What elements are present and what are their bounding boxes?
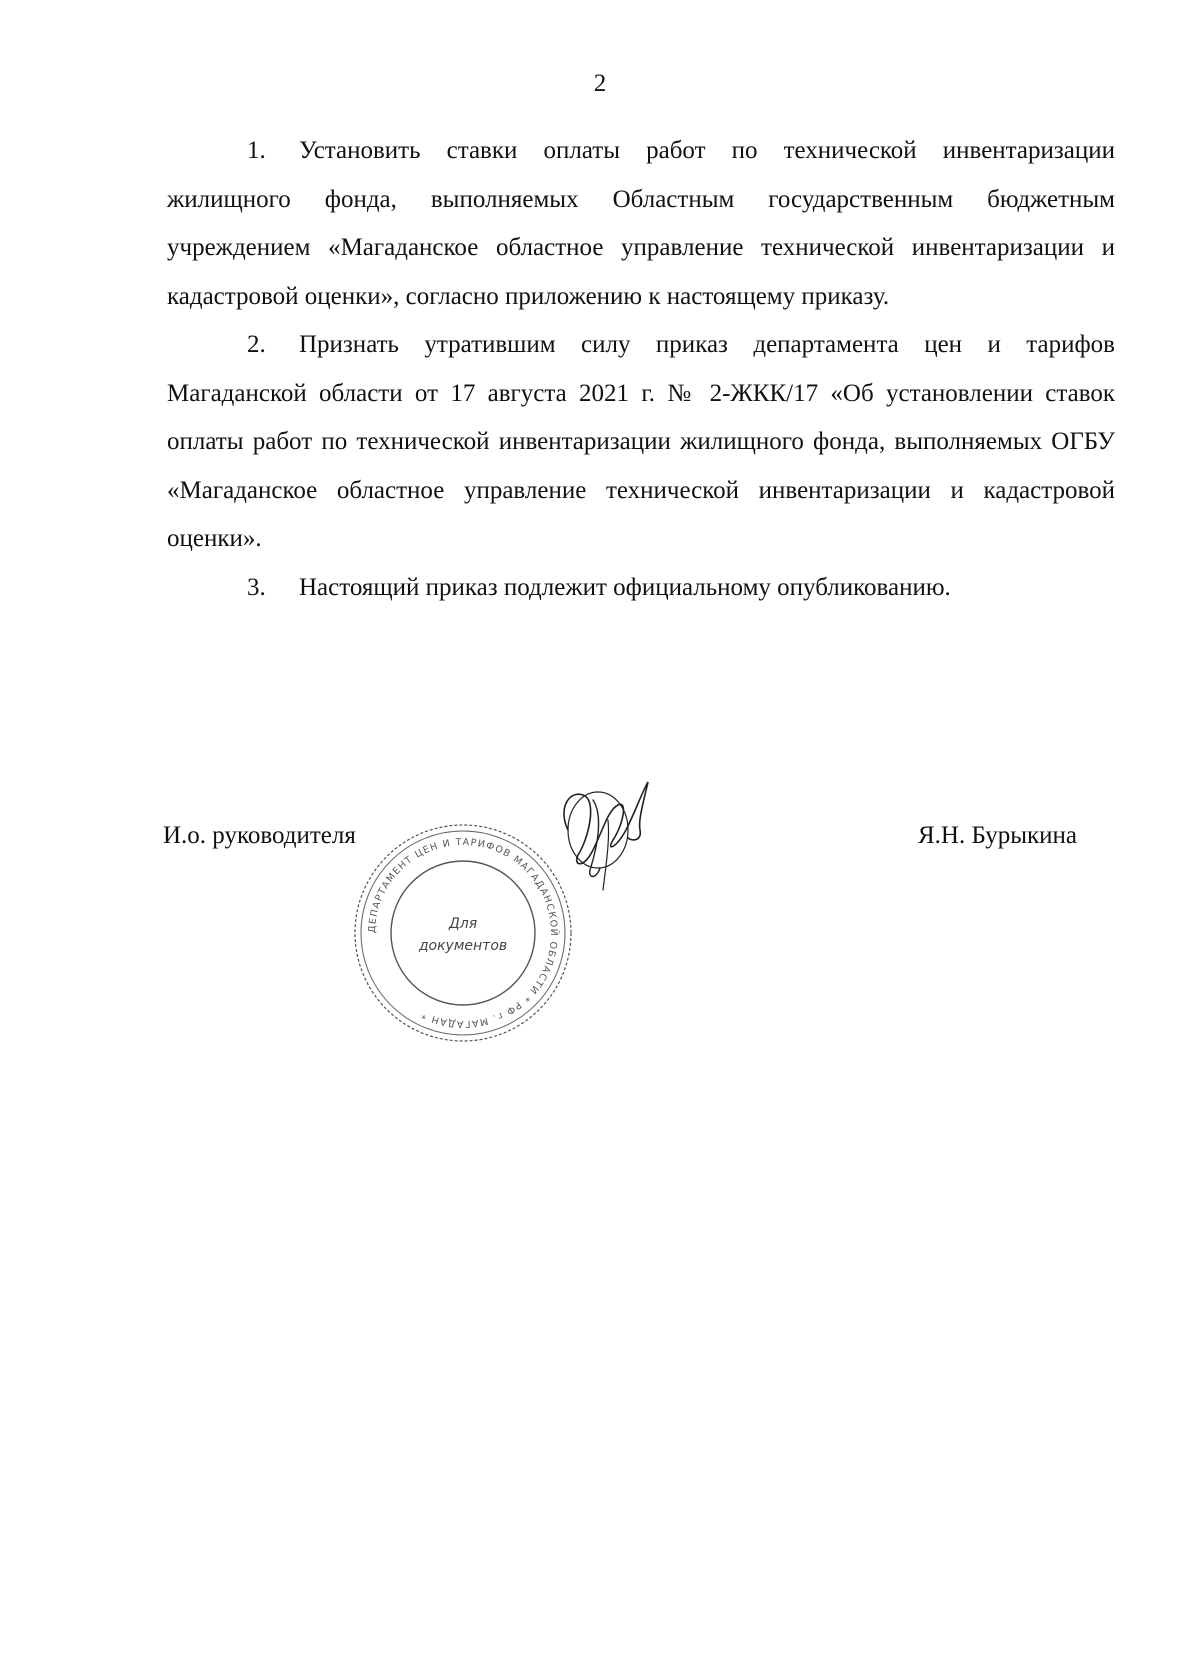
paragraph-2 [167, 321, 1115, 564]
paragraph-number: 2. [247, 331, 266, 358]
paragraph-number: 3. [247, 573, 266, 601]
paragraph-text: Настоящий приказ подлежит официальному опубликованию. [299, 573, 951, 601]
signature [548, 770, 658, 900]
svg-text:документов: документов [418, 938, 508, 954]
paragraph-1 [167, 127, 1115, 321]
svg-text:Для: Для [448, 916, 478, 932]
order-body [167, 127, 1115, 612]
paragraph-text: Признать утратившим силу приказ департамента цен и тарифов Магаданской области от 17 августа 2021 г. № 2-ЖКК/17 «Об установлении ставок оплаты работ по технической инвентаризации жилищного фонда, выполняемых ОГБУ «Магаданское областное управление технической инвентаризации и кадастровой оценки». [167, 331, 1115, 552]
paragraph-3 [167, 564, 1115, 613]
svg-text:ДЕПАРТАМЕНТ ЦЕН И ТАРИФОВ МАГА: ДЕПАРТАМЕНТ ЦЕН И ТАРИФОВ МАГАДАНСКОЙ ОБЛАСТИ * РФ г. МАГАДАН * [366, 836, 560, 1030]
signer-title: И.о. руководителя [163, 822, 356, 849]
official-stamp [348, 818, 578, 1048]
paragraph-number: 1. [247, 137, 266, 164]
page-number: 2 [593, 70, 607, 97]
paragraph-text: Установить ставки оплаты работ по технической инвентаризации жилищного фонда, выполняемых Областным государственным бюджетным учреждением «Магаданское областное управление технической инвентаризации и кадастровой оценки», согласно приложению к настоящему приказу. [167, 137, 1115, 310]
signer-name: Я.Н. Бурыкина [918, 822, 1078, 849]
